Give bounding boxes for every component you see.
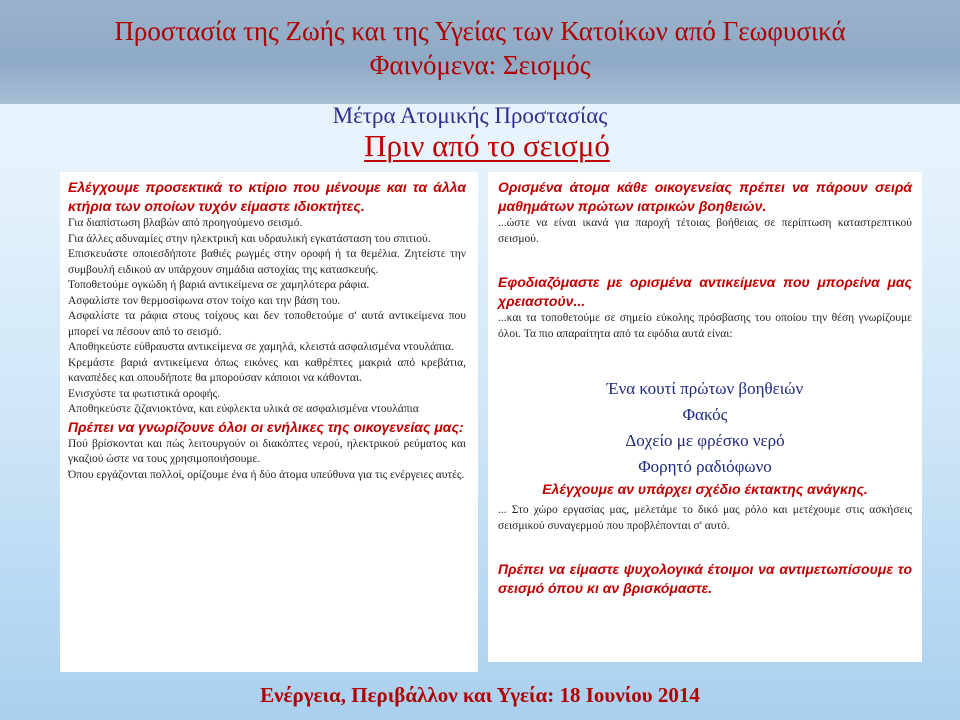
subtitle: Μέτρα Ατομικής Προστασίας [332,103,608,128]
right-heading-4: Πρέπει να είμαστε ψυχολογικά έτοιμοι να αντιμετωπίσουμε το σεισμό όπου κι αν βρισκόμαστε. [498,561,912,596]
left-paragraph: Επισκευάστε οποιεσδήποτε βαθιές ρωγμές στην οροφή ή τα θεμέλια. Ζητείστε την συμβουλή ειδικού αν υπάρχουν σημάδια αστοχίας της κατασκευής. [68,248,466,276]
supply-item: Δοχείο με φρέσκο νερό [625,431,785,450]
left-paragraph: Κρεμάστε βαριά αντικείμενα όπως εικόνες και καθρέπτες μακριά από κρεβάτια, καναπέδες και οπουδήποτε θα μπορούσαν κάποιοι να κάθονται. [68,356,466,384]
left-paragraph: Όπου εργάζονται πολλοί, ορίζουμε ένα ή δύο άτομα υπεύθυνα για τις ενέργειες αυτές. [68,468,465,481]
right-heading-1: Ορισμένα άτομα κάθε οικογενείας πρέπει να πάρουν σειρά μαθημάτων πρώτων ιατρικών βοηθειών. [498,179,912,214]
right-paragraph: ...ώστε να είναι ικανά για παροχή τέτοιας βοήθειας σε περίπτωση καταστρεπτικού σεισμού. [498,217,912,245]
supply-item: Φακός [682,405,728,424]
page-title-line-2: Φαινόμενα: Σεισμός [369,50,591,80]
left-paragraph: Ασφαλίστε τον θερμοσίφωνα στον τοίχο και την βάση του. [68,294,341,307]
right-paragraph: ... Στο χώρο εργασίας μας, μελετάμε το δικό μας ρόλο και μετέχουμε στις ασκήσεις σεισμικού συναγερμού που προβλέπονται σ' αυτό. [498,504,912,532]
footer-caption: Ενέργεια, Περιβάλλον και Υγεία: 18 Ιουνίου 2014 [260,683,700,707]
left-paragraph: Αποθηκεύστε εύθραυστα αντικείμενα σε χαμηλά, κλειστά ασφαλισμένα ντουλάπια. [68,341,454,353]
left-paragraph: Τοποθετούμε ογκώδη ή βαριά αντικείμενα σε χαμηλότερα ράφια. [68,279,370,291]
left-text-panel [60,172,478,672]
supply-item: Φορητό ραδιόφωνο [638,457,772,476]
page-title-line-1: Προστασία της Ζωής και της Υγείας των Κατοίκων από Γεωφυσικά [114,16,846,46]
left-heading-2: Πρέπει να γνωρίζουνε όλοι οι ενήλικες της οικογενείας μας: [68,418,464,435]
left-paragraph: Για άλλες αδυναμίες στην ηλεκτρική και υδραυλική εγκατάσταση του σπιτιού. [68,232,431,245]
left-paragraph: Για διαπίστωση βλαβών από προηγούμενο σεισμό. [68,217,303,229]
left-paragraph: Ασφαλίστε τα ράφια στους τοίχους και δεν τοποθετούμε σ' αυτά αντικείμενα που μπορεί να πέσουν από το σεισμό. [68,310,466,338]
right-heading-2: Εφοδιαζόμαστε με ορισμένα αντικείμενα που μπορείνα μας χρειαστούν... [498,274,912,309]
title-banner [0,0,960,104]
right-paragraph: ...και τα τοποθετούμε σε σημείο εύκολης πρόσβασης του οποίου την θέση γνωρίζουμε όλοι. Τα πιο απαραίτητα από τα εφόδια αυτά είναι: [498,312,912,340]
left-paragraph: Αποθηκεύστε ζιζανιοκτόνα, και εύφλεκτα υλικά σε ασφαλισμένα ντουλάπια [68,403,419,415]
left-paragraph: Πού βρίσκονται και πώς λειτουργούν οι διακόπτες νερού, ηλεκτρικού ρεύματος και γκαζιού ώστε να τους χρησιμοποιήσουμε. [68,437,466,465]
right-text-panel [488,172,922,662]
section-title: Πριν από το σεισμό [364,128,610,163]
left-paragraph: Ενισχύστε τα φωτιστικά οροφής. [68,387,221,400]
supply-item: Ένα κουτί πρώτων βοηθειών [606,379,804,398]
right-heading-3: Ελέγχουμε αν υπάρχει σχέδιο έκτακτης ανάγκης. [542,481,868,497]
left-heading-1: Ελέγχουμε προσεκτικά το κτίριο που μένουμε και τα άλλα κτήρια των οποίων τυχόν είμαστε ιδιοκτήτες. [68,179,466,214]
page-title [0,14,960,82]
supplies-list [498,376,912,480]
